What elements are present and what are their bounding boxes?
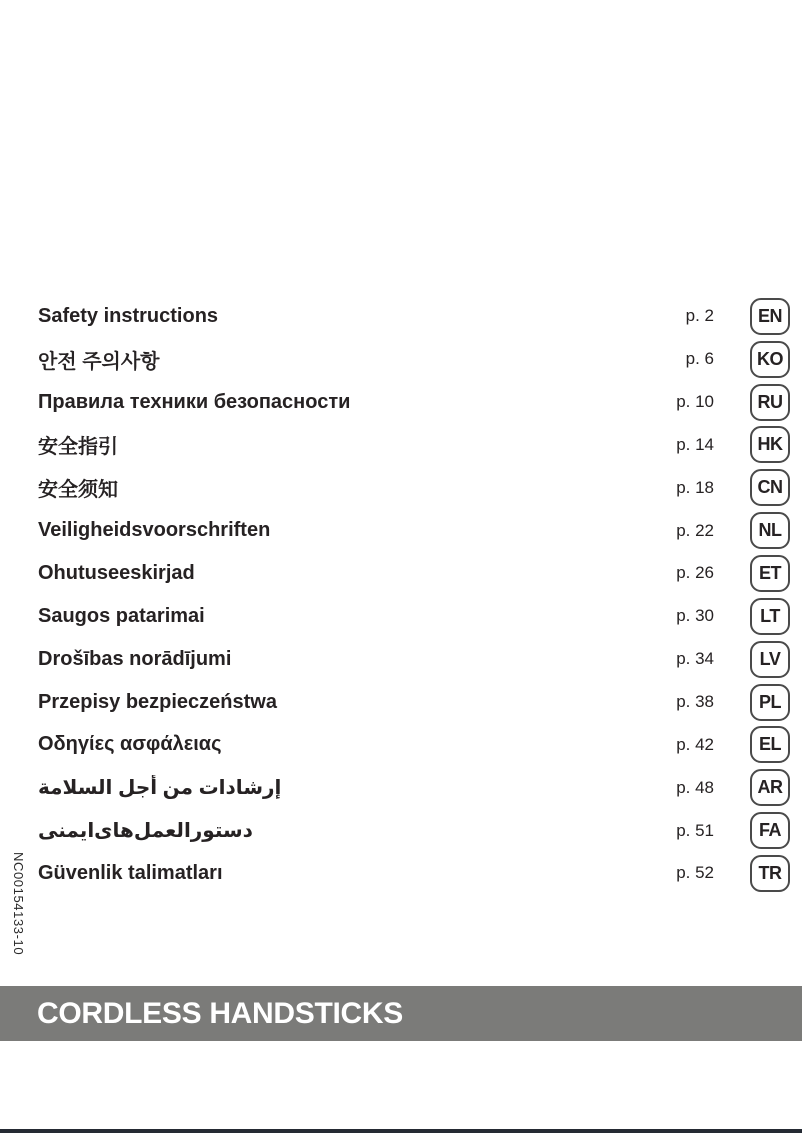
toc-row-page-number: p. 26 — [676, 563, 714, 583]
toc-row-page-number: p. 34 — [676, 649, 714, 669]
language-code-badge: KO — [750, 341, 790, 378]
language-toc — [38, 295, 790, 895]
toc-row-label: Veiligheidsvoorschriften — [38, 519, 271, 542]
toc-row — [38, 295, 790, 338]
toc-row-page-number: p. 42 — [676, 734, 714, 754]
banner-title: CORDLESS HANDSTICKS — [37, 996, 403, 1030]
toc-row — [38, 852, 790, 895]
language-code-badge: LV — [750, 641, 790, 678]
language-code-badge: EN — [750, 298, 790, 335]
toc-row-page-number: p. 48 — [676, 777, 714, 797]
toc-row-page-number: p. 22 — [676, 520, 714, 540]
toc-row — [38, 466, 790, 509]
product-code-vertical: NC00154133-10 — [11, 852, 26, 956]
toc-row-label: 安全指引 — [38, 436, 118, 459]
toc-row-page-number: p. 14 — [676, 434, 714, 454]
toc-row-page-number: p. 18 — [676, 477, 714, 497]
toc-row-label: Ohutuseeskirjad — [38, 561, 195, 584]
language-code-badge: AR — [750, 769, 790, 806]
toc-row — [38, 681, 790, 724]
toc-row-label: Drošības norādījumi — [38, 647, 232, 670]
toc-row — [38, 509, 790, 552]
toc-row — [38, 766, 790, 809]
toc-row-label: Οδηγίες ασφάλειας — [38, 733, 222, 756]
language-code-badge: RU — [750, 384, 790, 421]
toc-row-label: دستورالعمل‌های‌ایمنی — [38, 820, 253, 843]
language-code-badge: HK — [750, 426, 790, 463]
toc-row-label: Saugos patarimai — [38, 604, 205, 627]
toc-row-label: 안전 주의사항 — [38, 350, 160, 373]
toc-row — [38, 552, 790, 595]
toc-row-label: Правила техники безопасности — [38, 390, 351, 413]
language-code-badge: TR — [750, 855, 790, 892]
toc-row-label: Przepisy bezpieczeństwa — [38, 690, 277, 713]
toc-row-page-number: p. 30 — [676, 606, 714, 626]
language-code-badge: NL — [750, 512, 790, 549]
toc-row-label: 安全须知 — [38, 479, 118, 502]
toc-row-page-number: p. 2 — [685, 306, 714, 326]
bottom-edge-line — [0, 1129, 802, 1133]
toc-row — [38, 723, 790, 766]
toc-row — [38, 424, 790, 467]
language-code-badge: LT — [750, 598, 790, 635]
toc-row-page-number: p. 52 — [676, 863, 714, 883]
toc-row — [38, 381, 790, 424]
toc-row-page-number: p. 6 — [685, 349, 714, 369]
toc-row-page-number: p. 10 — [676, 392, 714, 412]
language-code-badge: EL — [750, 726, 790, 763]
bottom-banner — [0, 986, 802, 1041]
toc-row-label: Safety instructions — [38, 304, 219, 327]
language-code-badge: PL — [750, 684, 790, 721]
language-code-badge: FA — [750, 812, 790, 849]
toc-row — [38, 338, 790, 381]
language-code-badge: ET — [750, 555, 790, 592]
toc-row-page-number: p. 38 — [676, 692, 714, 712]
language-code-badge: CN — [750, 469, 790, 506]
toc-row — [38, 638, 790, 681]
toc-row — [38, 595, 790, 638]
toc-row-label: Güvenlik talimatları — [38, 861, 223, 884]
toc-row — [38, 809, 790, 852]
toc-row-label: إرشادات من أجل السلامة — [38, 777, 282, 800]
toc-row-page-number: p. 51 — [676, 820, 714, 840]
